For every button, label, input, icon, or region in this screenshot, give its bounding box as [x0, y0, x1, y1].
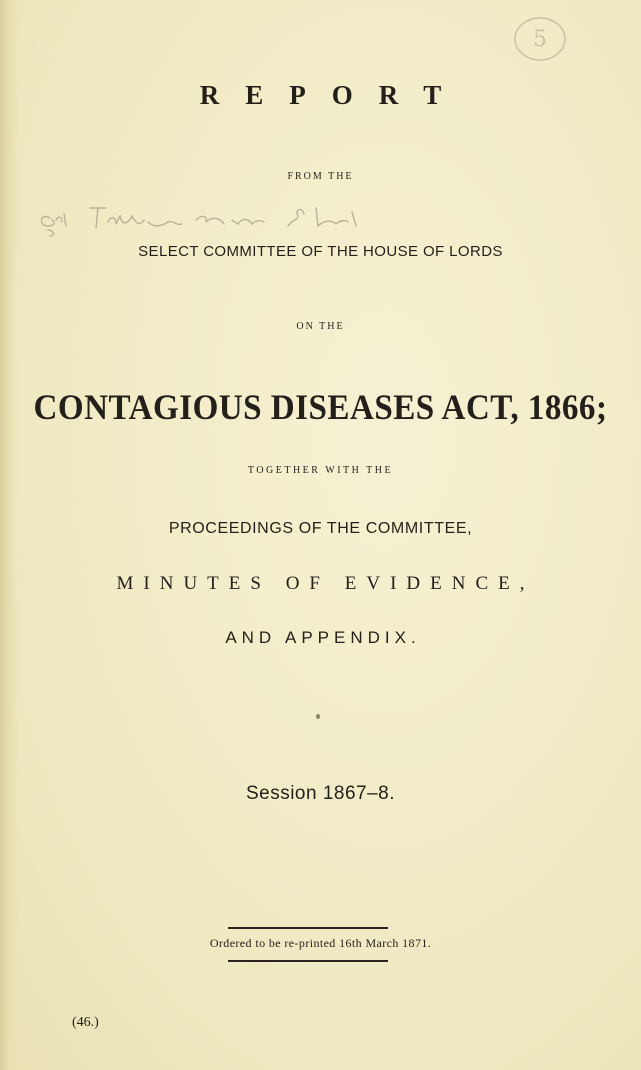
handwriting-scribble-icon [36, 196, 376, 241]
appendix-heading: AND APPENDIX. [225, 628, 421, 647]
on-the-label: ON THE [296, 321, 345, 332]
handwritten-pencil-note [36, 196, 376, 241]
committee-name: SELECT COMMITTEE OF THE HOUSE OF LORDS [138, 243, 503, 260]
paper-number: (46.) [72, 1015, 99, 1030]
from-the-label: FROM THE [287, 171, 354, 182]
ink-speck [316, 714, 320, 719]
report-title: REPORT [199, 80, 468, 110]
session-label: Session 1867–8. [245, 783, 396, 804]
minutes-heading: MINUTES OF EVIDENCE, [116, 573, 535, 594]
reprint-order-text: Ordered to be re-printed 16th March 1871. [209, 936, 432, 950]
stamp-number: 5 [533, 26, 547, 52]
proceedings-heading: PROCEEDINGS OF THE COMMITTEE, [168, 520, 473, 537]
act-heading: CONTAGIOUS DISEASES ACT, 1866; [33, 387, 608, 427]
together-with-label: TOGETHER WITH THE [247, 465, 394, 476]
bottom-divider-rule [228, 960, 388, 962]
page-number-stamp [512, 14, 568, 64]
top-divider-rule [228, 927, 388, 929]
